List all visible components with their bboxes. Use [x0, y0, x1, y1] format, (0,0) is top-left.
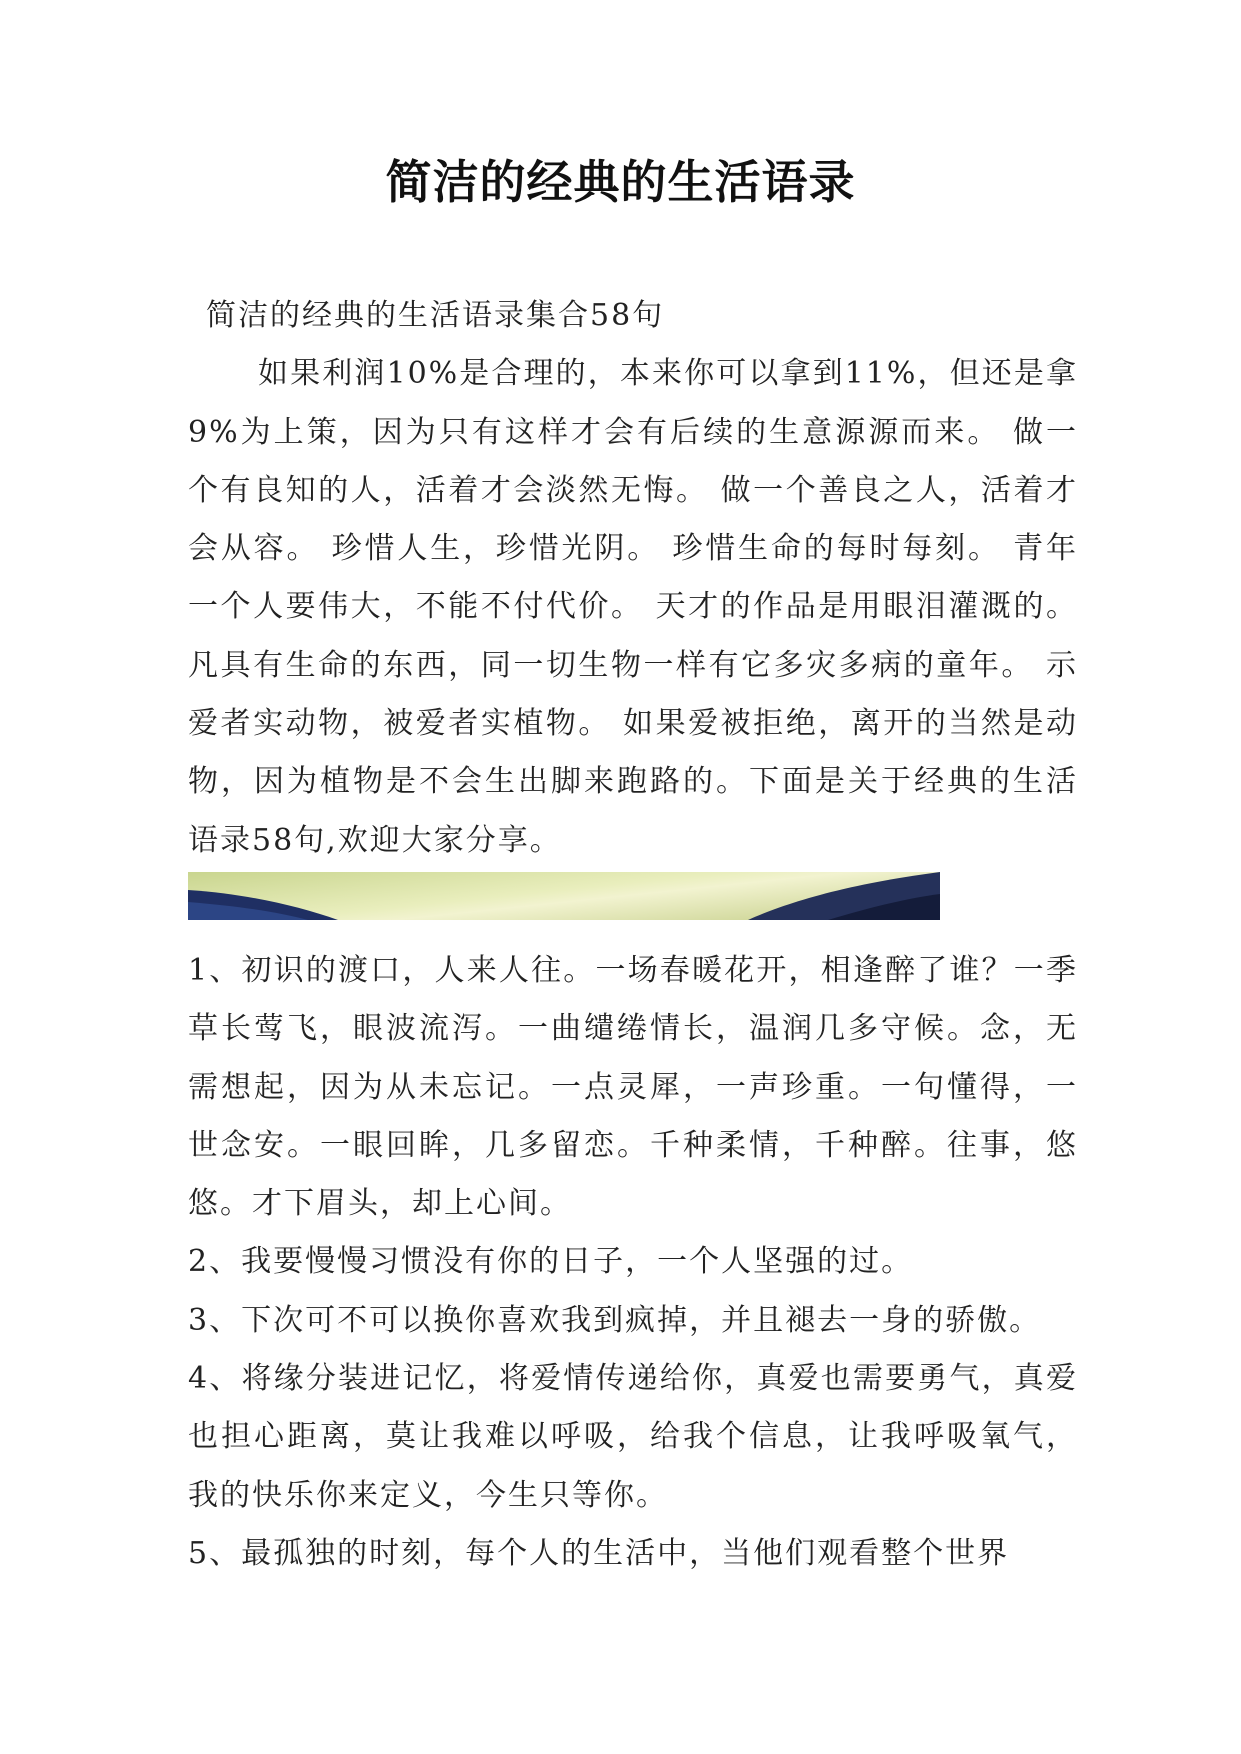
decorative-banner-image — [188, 872, 940, 920]
quote-item: 3、下次可不可以换你喜欢我到疯掉，并且褪去一身的骄傲。 — [188, 1302, 1042, 1338]
quote-item: 2、我要慢慢习惯没有你的日子，一个人坚强的过。 — [188, 1244, 914, 1280]
quote-item: 1、初识的渡口，人来人往。一场春暖花开，相逢醉了谁？一季草长莺飞，眼波流泻。一曲缱绻情长，温润几多守候。念，无需想起，因为从未忘记。一点灵犀，一声珍重。一句懂得，一世念安。一眼回眸，几多留恋。千种柔情，千种醉。往事，悠悠。才下眉头，却上心间。 — [188, 952, 1078, 1222]
intro-paragraph: 如果利润10%是合理的，本来你可以拿到11%，但还是拿9%为上策，因为只有这样才会有后续的生意源源而来。 做一个有良知的人，活着才会淡然无悔。 做一个善良之人，活着才会从容。 珍惜人生，珍惜光阴。 珍惜生命的每时每刻。 青年一个人要伟大，不能不付代价。 天才的作品是用眼泪灌溉的。 凡具有生命的东西，同一切生物一样有它多灾多病的童年。 示爱者实动物，被爱者实植物。 如果爱被拒绝，离开的当然是动物，因为植物是不会生出脚来跑路的。下面是关于经典的生活语录58句,欢迎大家分享。 — [188, 356, 1078, 858]
document-body — [188, 287, 1078, 1583]
document-title: 简洁的经典的生活语录 — [385, 155, 856, 209]
quote-item: 4、将缘分装进记忆，将爱情传递给你，真爱也需要勇气，真爱也担心距离，莫让我难以呼吸，给我个信息，让我呼吸氧气，我的快乐你来定义，今生只等你。 — [188, 1361, 1078, 1513]
quote-item: 5、最孤独的时刻，每个人的生活中，当他们观看整个世界 — [188, 1535, 1010, 1571]
document-subtitle: 简洁的经典的生活语录集合58句 — [206, 298, 665, 333]
banner-artwork — [188, 872, 940, 920]
